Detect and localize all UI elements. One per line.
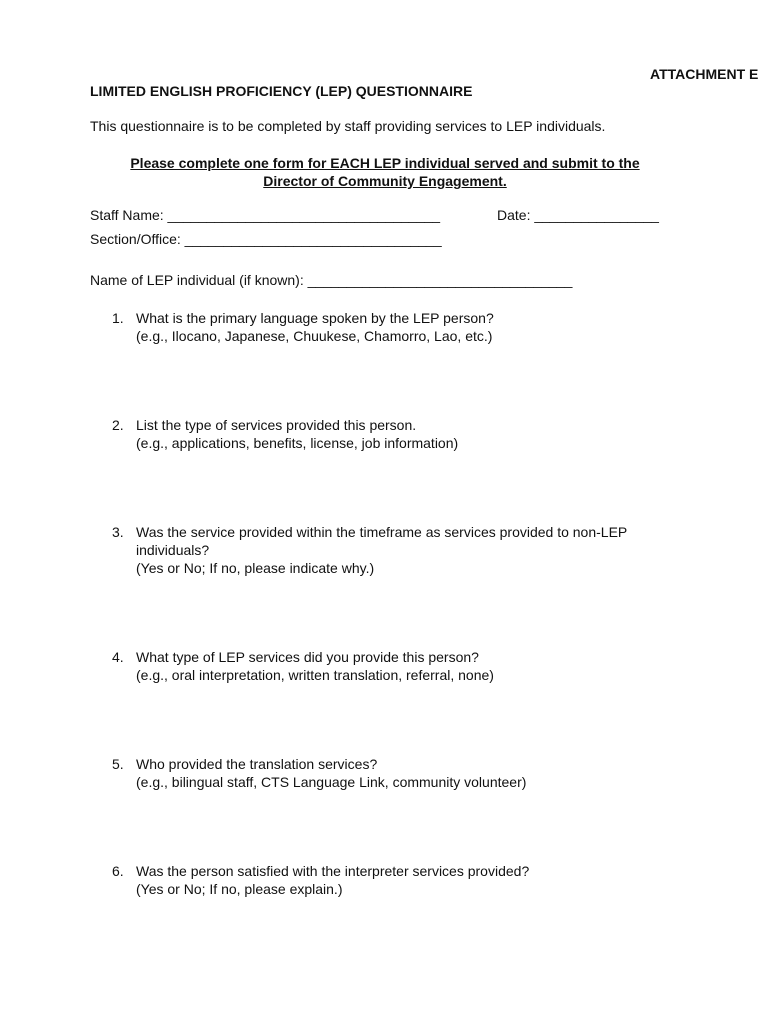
question-number: 6. (112, 863, 124, 879)
lep-individual-name-field[interactable]: Name of LEP individual (if known): __________________________________ (90, 272, 573, 288)
question-text: What is the primary language spoken by the LEP person? (136, 310, 494, 326)
question-text-continued: individuals? (136, 542, 210, 558)
question-text: What type of LEP services did you provide this person? (136, 649, 479, 665)
question-2 (112, 416, 458, 452)
question-3 (112, 523, 627, 577)
instruction-line-2: Director of Community Engagement. (263, 173, 507, 189)
section-office-field[interactable]: Section/Office: _________________________________ (90, 231, 442, 247)
question-5 (112, 755, 526, 791)
question-number: 5. (112, 756, 124, 772)
question-hint: (e.g., Ilocano, Japanese, Chuukese, Chamorro, Lao, etc.) (136, 328, 493, 344)
staff-name-field[interactable]: Staff Name: ___________________________________ (90, 207, 441, 223)
question-text: List the type of services provided this person. (136, 417, 417, 433)
question-number: 3. (112, 524, 124, 540)
question-number: 4. (112, 649, 124, 665)
question-number: 1. (112, 310, 124, 326)
question-hint: (Yes or No; If no, please indicate why.) (136, 560, 375, 576)
page-title: LIMITED ENGLISH PROFICIENCY (LEP) QUESTIONNAIRE (90, 83, 473, 99)
question-text: Who provided the translation services? (136, 756, 378, 772)
question-6 (112, 862, 529, 898)
question-number: 2. (112, 417, 124, 433)
instruction-line-1: Please complete one form for EACH LEP individual served and submit to the (130, 155, 640, 171)
question-text: Was the service provided within the timeframe as services provided to non-LEP (136, 524, 628, 540)
instruction-text (90, 154, 680, 190)
date-field[interactable]: Date: ________________ (497, 207, 659, 223)
intro-text: This questionnaire is to be completed by staff providing services to LEP individuals. (90, 118, 606, 134)
question-hint: (e.g., applications, benefits, license, job information) (136, 435, 459, 451)
question-hint: (e.g., bilingual staff, CTS Language Link, community volunteer) (136, 774, 527, 790)
question-hint: (Yes or No; If no, please explain.) (136, 881, 343, 897)
question-hint: (e.g., oral interpretation, written translation, referral, none) (136, 667, 494, 683)
question-1 (112, 309, 494, 345)
attachment-label: ATTACHMENT E (650, 66, 759, 82)
question-4 (112, 648, 494, 684)
question-text: Was the person satisfied with the interpreter services provided? (136, 863, 530, 879)
